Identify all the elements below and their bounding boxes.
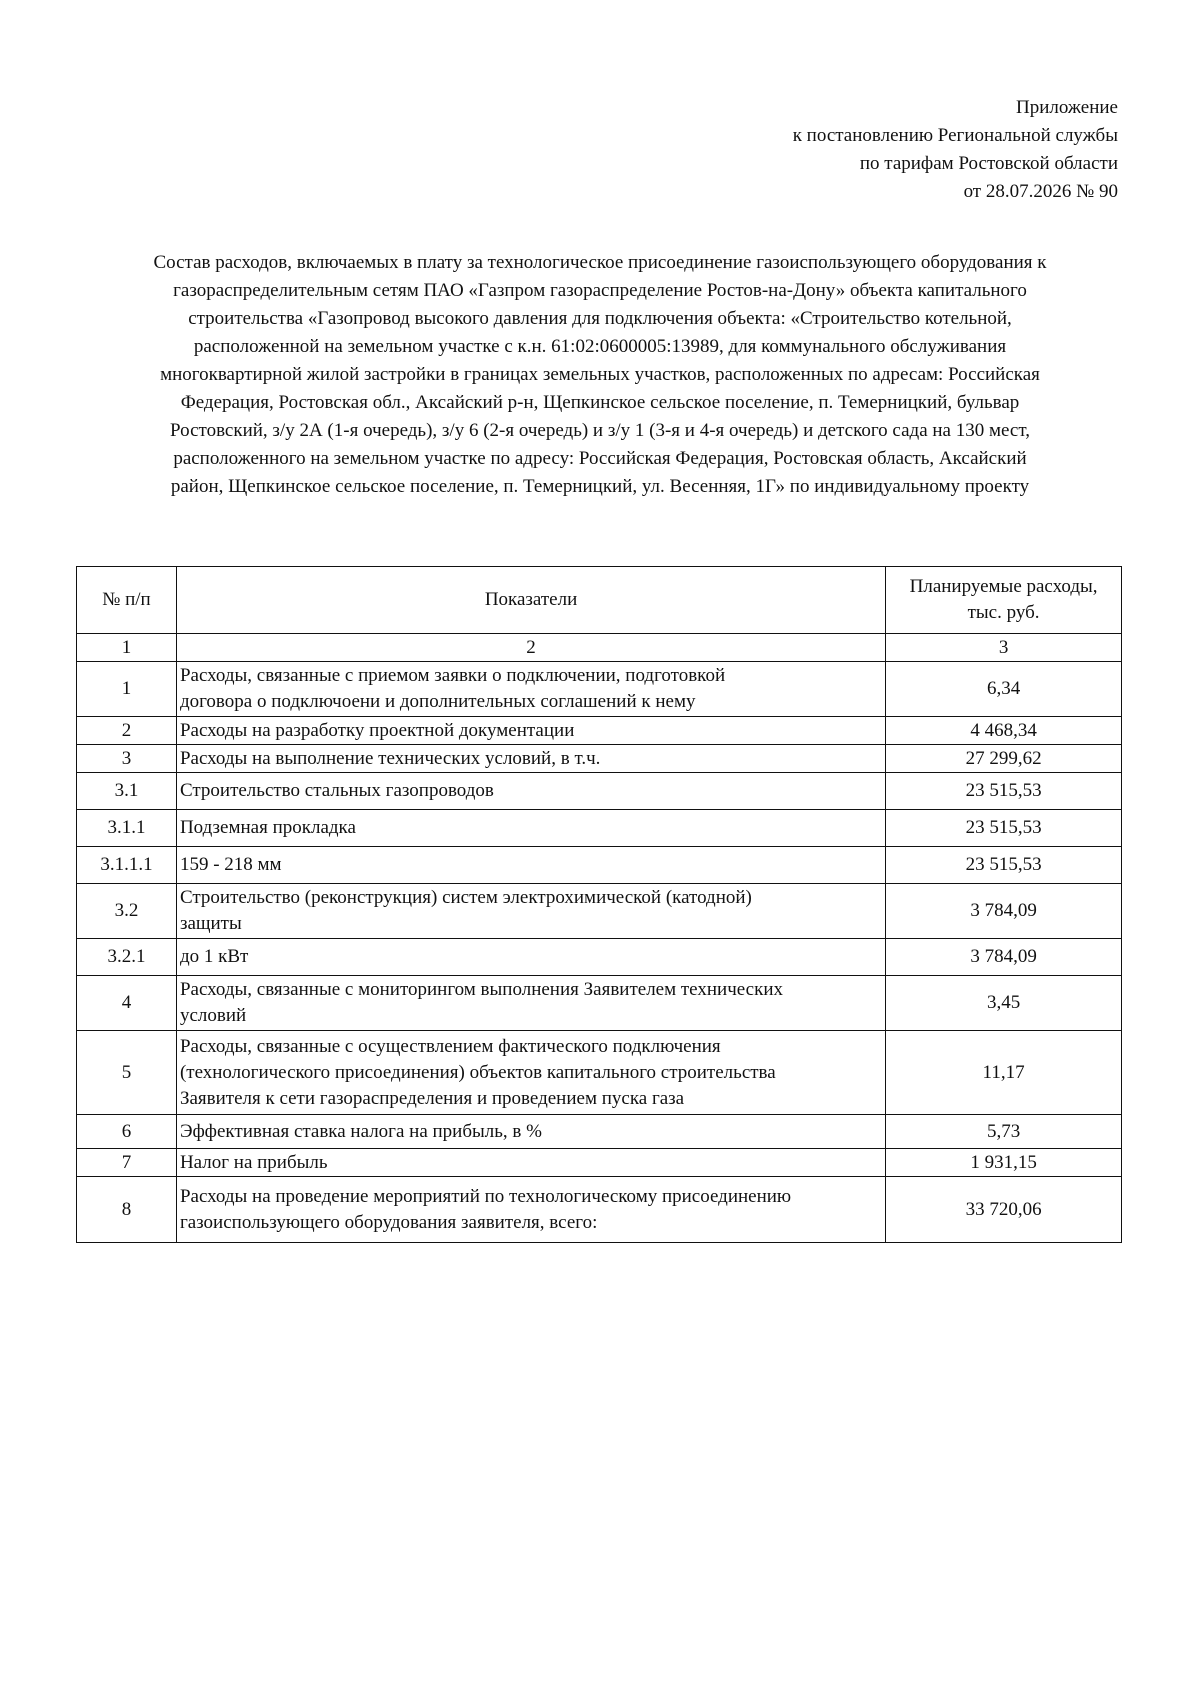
row-number-cell: 3.1.1.1 [77, 847, 177, 884]
row-value-cell: 3 784,09 [886, 939, 1122, 976]
indicator-text-line: защиты [179, 913, 242, 934]
row-number-cell: 3.1.1 [77, 810, 177, 847]
row-value-cell: 27 299,62 [886, 745, 1122, 773]
row-number-cell: 5 [77, 1031, 177, 1115]
row-number-cell: 2 [77, 717, 177, 745]
row-indicator-cell [176, 773, 885, 810]
indicator-text-line: Расходы на разработку проектной документации [179, 719, 575, 741]
table-row [77, 810, 1122, 847]
row-indicator-cell [176, 847, 885, 884]
header-planned-costs [886, 567, 1122, 634]
title-line: газораспределительным сетям ПАО «Газпром газораспределение Ростов-на-Дону» объекта капитального [173, 280, 1027, 301]
header-indicator: Показатели [176, 567, 885, 634]
table-row [77, 976, 1122, 1031]
table-row [77, 662, 1122, 717]
title-line: Ростовский, з/у 2А (1-я очередь), з/у 6 (2-я очередь) и з/у 1 (3-я и 4-я очередь) и детского сада на 130 мест, [170, 420, 1030, 441]
row-indicator-cell [176, 939, 885, 976]
table-header-row [77, 567, 1122, 634]
row-number-cell: 3.2.1 [77, 939, 177, 976]
row-number-cell: 3.2 [77, 884, 177, 939]
table-row [77, 745, 1122, 773]
indicator-text-line: Налог на прибыль [179, 1151, 328, 1173]
indicator-text-line: Расходы, связанные с мониторингом выполнения Заявителем технических [179, 979, 783, 1000]
row-value-cell: 23 515,53 [886, 773, 1122, 810]
appendix-header [793, 94, 1118, 206]
row-indicator-cell [176, 884, 885, 939]
appendix-line: к постановлению Региональной службы [792, 125, 1118, 146]
row-value-cell: 11,17 [886, 1031, 1122, 1115]
header-planned-costs-unit: тыс. руб. [967, 602, 1040, 623]
table-row [77, 1149, 1122, 1177]
title-line: расположенной на земельном участке с к.н. 61:02:0600005:13989, для коммунального обслуживания [193, 336, 1007, 357]
row-number-cell: 3 [77, 745, 177, 773]
row-value-cell: 3,45 [886, 976, 1122, 1031]
row-value-cell: 23 515,53 [886, 810, 1122, 847]
row-number-cell: 4 [77, 976, 177, 1031]
indicator-text-line: Расходы на выполнение технических условий, в т.ч. [179, 747, 601, 769]
row-value-cell: 23 515,53 [886, 847, 1122, 884]
column-number-row [77, 634, 1122, 662]
indicator-text-line: условий [179, 1005, 247, 1026]
indicator-text-line: договора о подключоени и дополнительных соглашений к нему [179, 691, 696, 712]
row-value-cell: 5,73 [886, 1115, 1122, 1149]
table-row [77, 717, 1122, 745]
row-number-cell: 7 [77, 1149, 177, 1177]
column-number-cell: 3 [886, 634, 1122, 662]
appendix-line: по тарифам Ростовской области [859, 153, 1118, 174]
indicator-text-line: Расходы, связанные с осуществлением фактического подключения [179, 1035, 721, 1057]
indicator-text-line: Эффективная ставка налога на прибыль, в % [179, 1120, 542, 1142]
title-line: район, Щепкинское сельское поселение, п. Темерницкий, ул. Весенняя, 1Г» по индивидуальному проекту [170, 476, 1030, 497]
row-number-cell: 8 [77, 1177, 177, 1243]
row-indicator-cell [176, 717, 885, 745]
document-title [70, 249, 1130, 501]
indicator-text-line: (технологического присоединения) объектов капитального строительства [179, 1061, 776, 1083]
table-row [77, 939, 1122, 976]
indicator-text-line: Заявителя к сети газораспределения и проведением пуска газа [179, 1087, 685, 1109]
row-value-cell: 6,34 [886, 662, 1122, 717]
header-number: № п/п [77, 567, 177, 634]
row-value-cell: 1 931,15 [886, 1149, 1122, 1177]
indicator-text-line: Расходы, связанные с приемом заявки о подключении, подготовкой [179, 665, 726, 686]
table-row [77, 1177, 1122, 1243]
row-indicator-cell [176, 1177, 885, 1243]
row-indicator-cell [176, 745, 885, 773]
row-value-cell: 4 468,34 [886, 717, 1122, 745]
row-number-cell: 6 [77, 1115, 177, 1149]
row-indicator-cell [176, 810, 885, 847]
table-body [77, 634, 1122, 1243]
table-row [77, 1031, 1122, 1115]
indicator-text-line: Строительство (реконструкция) систем электрохимической (катодной) [179, 887, 752, 908]
title-line: строительства «Газопровод высокого давления для подключения объекта: «Строительство котельной, [188, 308, 1012, 329]
row-value-cell: 3 784,09 [886, 884, 1122, 939]
table-row [77, 773, 1122, 810]
row-number-cell: 3.1 [77, 773, 177, 810]
row-indicator-cell [176, 662, 885, 717]
row-indicator-cell [176, 976, 885, 1031]
costs-table [76, 566, 1122, 1243]
column-number-cell: 2 [176, 634, 885, 662]
header-planned-costs-line: Планируемые расходы, [909, 576, 1098, 597]
column-number-cell: 1 [77, 634, 177, 662]
indicator-text-line: 159 - 218 мм [179, 854, 282, 875]
indicator-text-line: до 1 кВт [179, 946, 249, 967]
row-indicator-cell [176, 1115, 885, 1149]
appendix-line: Приложение [1016, 97, 1118, 118]
title-line: Федерация, Ростовская обл., Аксайский р-н, Щепкинское сельское поселение, п. Темерницкий, бульвар [180, 392, 1020, 413]
indicator-text-line: газоиспользующего оборудования заявителя, всего: [179, 1211, 598, 1233]
title-line: Состав расходов, включаемых в плату за технологическое присоединение газоиспользующего оборудования к [153, 252, 1047, 273]
row-number-cell: 1 [77, 662, 177, 717]
indicator-text-line: Подземная прокладка [179, 817, 356, 838]
table-row [77, 1115, 1122, 1149]
appendix-date-number: от 28.07.2026 № 90 [963, 181, 1118, 202]
row-indicator-cell [176, 1031, 885, 1115]
row-value-cell: 33 720,06 [886, 1177, 1122, 1243]
title-line: расположенного на земельном участке по адресу: Российская Федерация, Ростовская область, Аксайский [173, 448, 1027, 469]
row-indicator-cell [176, 1149, 885, 1177]
table-row [77, 884, 1122, 939]
title-line: многоквартирной жилой застройки в границах земельных участков, расположенных по адресам: Российская [160, 364, 1040, 385]
table-row [77, 847, 1122, 884]
indicator-text-line: Строительство стальных газопроводов [179, 780, 494, 801]
indicator-text-line: Расходы на проведение мероприятий по технологическому присоединению [179, 1185, 792, 1207]
